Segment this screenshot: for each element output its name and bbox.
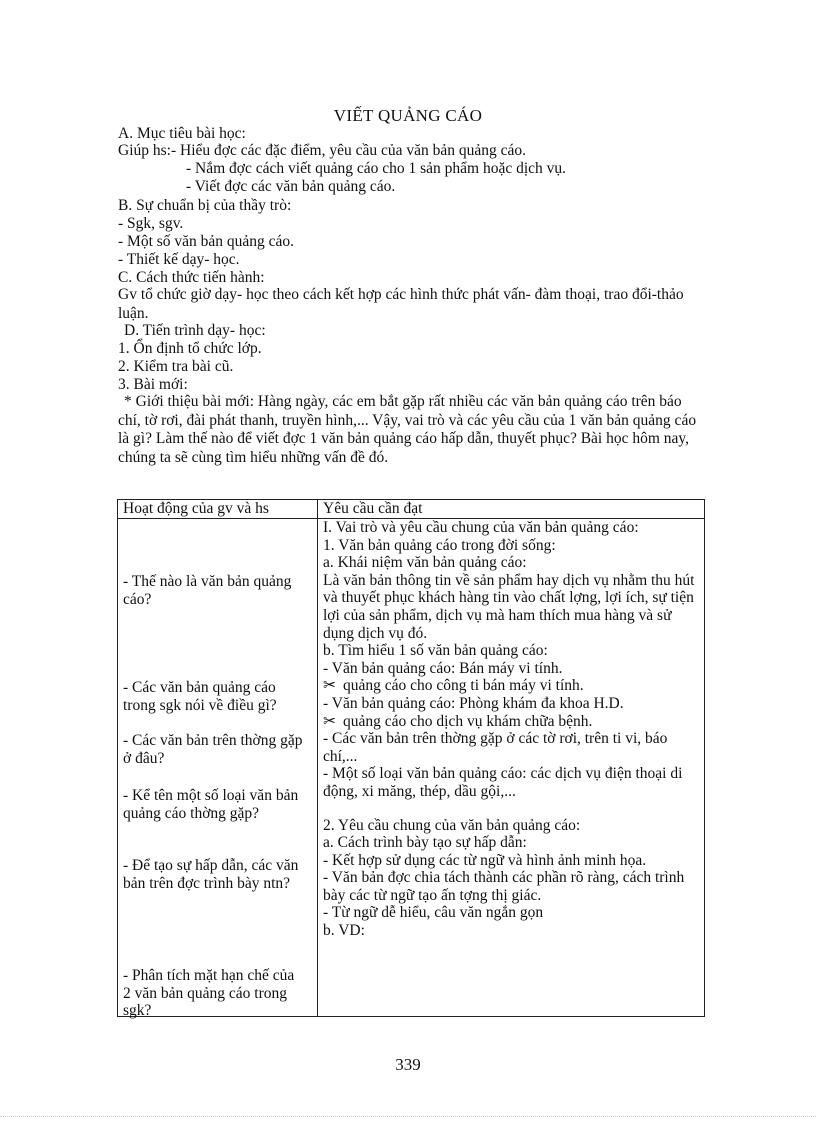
prep-line: - Thiết kế dạy- học. (118, 251, 240, 268)
procedure-line: 3. Bài mới: (118, 376, 188, 393)
prep-line: - Sgk, sgv. (118, 215, 184, 232)
section-c-heading: C. Cách thức tiến hành: (118, 269, 265, 286)
table-header-row (118, 500, 705, 519)
answer-line-with-icon (323, 713, 704, 731)
question: - Thế nào là văn bản quảng cáo? (123, 573, 292, 608)
procedure-line: 2. Kiểm tra bài cũ. (118, 358, 234, 375)
requirements-cell (318, 519, 705, 1017)
answer-line: b. VD: (323, 922, 365, 940)
answer-line: - Các văn bản trên thờng gặp ở các tờ rơi, trên ti vi, báo chí,... (323, 730, 668, 765)
answer-line: - Một số loại văn bản quảng cáo: các dịch vụ điện thoại di động, xi măng, thép, dầu gội,... (323, 765, 683, 800)
section-a-heading: A. Mục tiêu bài học: (118, 125, 246, 142)
question: - Để tạo sự hấp dẫn, các văn bản trên đợc trình bày ntn? (123, 857, 299, 892)
answer-line: - Từ ngữ dễ hiểu, câu văn ngắn gọn (323, 904, 544, 922)
footer-divider (0, 1116, 816, 1117)
answer-line: a. Khái niệm văn bản quảng cáo: (323, 554, 527, 572)
spacer (323, 801, 704, 817)
scissors-icon: ✂ (323, 712, 336, 730)
question: - Kể tên một số loại văn bản quảng cáo thờng gặp? (123, 787, 299, 822)
page-number: 339 (395, 1055, 421, 1074)
answer-line: 1. Văn bản quảng cáo trong đời sống: (323, 536, 556, 554)
procedure-line: 1. Ổn định tổ chức lớp. (118, 340, 262, 357)
answer-line: b. Tìm hiểu 1 số văn bản quảng cáo: (323, 642, 548, 660)
question: - Phân tích mặt hạn chế của 2 văn bản quảng cáo trong sgk? (123, 967, 295, 1020)
lesson-table (117, 499, 705, 1020)
answer-line: - Văn bản quảng cáo: Phòng khám đa khoa H.D. (323, 694, 624, 712)
answer-line: - Văn bản quảng cáo: Bán máy vi tính. (323, 659, 563, 677)
section-d-heading: D. Tiến trình dạy- học: (124, 322, 266, 339)
method-text: Gv tổ chức giờ dạy- học theo cách kết hợp các hình thức phát vấn- đàm thoại, trao đổi-thảo luận. (118, 286, 684, 322)
objective-line: - Nắm đợc cách viết quảng cáo cho 1 sản phẩm hoặc dịch vụ. (186, 160, 567, 177)
page-title: VIẾT QUẢNG CÁO (333, 106, 483, 125)
objective-line: - Viết đợc các văn bản quảng cáo. (186, 178, 396, 195)
answer-line: a. Cách trình bày tạo sự hấp dẫn: (323, 834, 527, 852)
prep-line: - Một số văn bản quảng cáo. (118, 233, 295, 250)
table-row (118, 519, 705, 1017)
answer-text: quảng cáo cho dịch vụ khám chữa bệnh. (343, 712, 593, 730)
intro-paragraph: * Giới thiệu bài mới: Hàng ngày, các em bắt gặp rất nhiều các văn bản quảng cáo trên báo chí, tờ rơi, đài phát thanh, truyền hình,... Vậy, vai trò và các yêu cầu của 1 văn bản quảng cáo là gì? Làm thế nào để viết đợc 1 văn bản quảng cáo hấp dẫn, thuyết phục? Bài học hôm nay, chúng ta sẽ cùng tìm hiểu những vấn đề đó. (118, 393, 697, 466)
answer-line-with-icon (323, 677, 704, 695)
answer-text: quảng cáo cho công ti bán máy vi tính. (343, 677, 584, 695)
answer-line: I. Vai trò và yêu cầu chung của văn bản quảng cáo: (323, 519, 639, 536)
table-header-activities: Hoạt động của gv và hs (118, 500, 318, 519)
section-b-heading: B. Sự chuẩn bị của thầy trò: (118, 197, 292, 214)
objective-line: Giúp hs:- Hiểu đợc các đặc điểm, yêu cầu của văn bản quảng cáo. (118, 142, 527, 159)
answer-line: Là văn bản thông tin về sản phẩm hay dịch vụ nhằm thu hút và thuyết phục khách hàng tin vào chất lợng, lợi ích, sự tiện lợi của sản phẩm, dịch vụ mà ham thích mua hàng và sử dụng dịch vụ đó. (323, 571, 695, 642)
question: - Các văn bản quảng cáo trong sgk nói về điều gì? (123, 679, 277, 714)
activities-cell (118, 519, 318, 1020)
table-header-requirements: Yêu cầu cần đạt (318, 500, 705, 519)
scissors-icon: ✂ (323, 677, 336, 695)
answer-line: 2. Yêu cầu chung của văn bản quảng cáo: (323, 816, 581, 834)
answer-line: - Văn bản đợc chia tách thành các phần rõ ràng, cách trình bày các từ ngữ tạo ấn tợng thị giác. (323, 869, 685, 904)
answer-line: - Kết hợp sử dụng các từ ngữ và hình ảnh minh họa. (323, 851, 647, 869)
question: - Các văn bản trên thờng gặp ở đâu? (123, 732, 303, 767)
